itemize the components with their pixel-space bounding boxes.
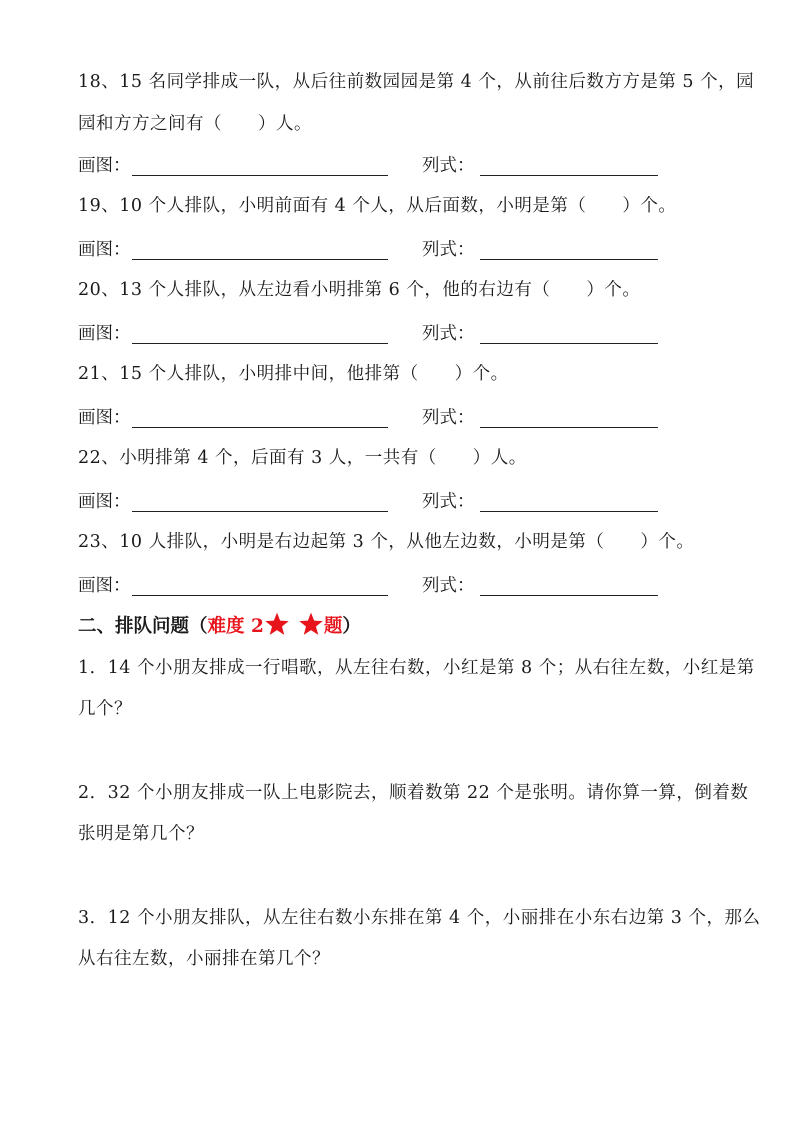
equation-label: 列式：: [422, 576, 475, 596]
work-row-19: [78, 236, 678, 262]
difficulty-label: 难度 2: [207, 616, 264, 637]
draw-label: 画图：: [78, 576, 131, 596]
draw-answer-blank[interactable]: [132, 427, 388, 428]
equation-label: 列式：: [422, 156, 475, 176]
problem-2-line-1: 2．32 个小朋友排成一队上电影院去，顺着数第 22 个是张明。请你算一算，倒着数: [78, 783, 749, 803]
equation-label: 列式：: [422, 492, 475, 512]
equation-answer-blank[interactable]: [480, 175, 658, 176]
problem-3-line-1: 3．12 个小朋友排队，从左往右数小东排在第 4 个，小丽排在小东右边第 3 个，那么: [78, 908, 761, 928]
draw-label: 画图：: [78, 156, 131, 176]
draw-answer-blank[interactable]: [132, 343, 388, 344]
equation-answer-blank[interactable]: [480, 427, 658, 428]
question-20: 20、13 个人排队，从左边看小明排第 6 个，他的右边有（ ）个。: [78, 280, 641, 300]
section-heading: [78, 611, 361, 638]
equation-label: 列式：: [422, 240, 475, 260]
draw-label: 画图：: [78, 324, 131, 344]
equation-answer-blank[interactable]: [480, 511, 658, 512]
question-22: 22、小明排第 4 个，后面有 3 人，一共有（ ）人。: [78, 448, 527, 468]
work-row-18: [78, 152, 678, 178]
equation-label: 列式：: [422, 324, 475, 344]
work-row-22: [78, 488, 678, 514]
problem-1-line-2: 几个？: [78, 699, 132, 719]
red-star-icon: [264, 611, 290, 637]
work-row-20: [78, 320, 678, 346]
question-18-line-1: 18、15 名同学排成一队，从后往前数园园是第 4 个，从前往后数方方是第 5 个，园: [78, 72, 755, 92]
draw-answer-blank[interactable]: [132, 175, 388, 176]
problem-2-line-2: 张明是第几个？: [78, 824, 204, 844]
work-row-21: [78, 404, 678, 430]
problem-1-line-1: 1．14 个小朋友排成一行唱歌，从左往右数，小红是第 8 个；从右往左数，小红是第: [78, 658, 755, 678]
problem-3-line-2: 从右往左数，小丽排在第几个？: [78, 949, 330, 969]
question-23: 23、10 人排队，小明是右边起第 3 个，从他左边数，小明是第（ ）个。: [78, 532, 695, 552]
work-row-23: [78, 572, 678, 598]
section-heading-prefix: 二、排队问题（: [78, 616, 208, 637]
draw-label: 画图：: [78, 408, 131, 428]
red-star-icon: [298, 611, 324, 637]
equation-answer-blank[interactable]: [480, 343, 658, 344]
draw-answer-blank[interactable]: [132, 511, 388, 512]
draw-label: 画图：: [78, 240, 131, 260]
draw-answer-blank[interactable]: [132, 259, 388, 260]
question-19: 19、10 个人排队，小明前面有 4 个人，从后面数，小明是第（ ）个。: [78, 196, 677, 216]
question-21: 21、15 个人排队，小明排中间，他排第（ ）个。: [78, 364, 509, 384]
section-heading-suffix: 题: [323, 616, 343, 637]
question-18-line-2: 园和方方之间有（ ）人。: [78, 114, 312, 134]
section-heading-close: ）: [342, 616, 361, 637]
draw-answer-blank[interactable]: [132, 595, 388, 596]
draw-label: 画图：: [78, 492, 131, 512]
equation-answer-blank[interactable]: [480, 259, 658, 260]
equation-label: 列式：: [422, 408, 475, 428]
equation-answer-blank[interactable]: [480, 595, 658, 596]
